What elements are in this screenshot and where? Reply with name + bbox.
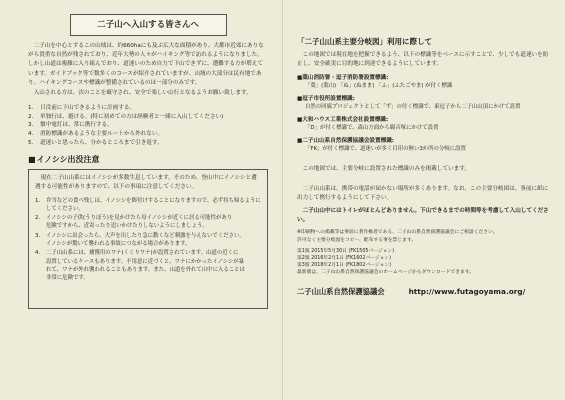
page-title: 二子山へ入山する皆さんへ	[70, 14, 227, 36]
copyright-notes: ※印刷物への掲載等は事前に著作権者である、二子山山系自然保護協議会にご相談ください。 許可なく主要分岐図をコピー、配布する事を禁じます。	[297, 230, 498, 243]
map-usage-title: 「二子山山系主要分岐図」利用に際して	[297, 37, 432, 46]
footer	[297, 287, 551, 297]
list-item: 1. 弁当などの食べ残しは、イノシシを餌付けすることになりますので、必ず持ち帰るようにしてください。	[35, 197, 261, 212]
rules-list	[28, 104, 268, 147]
boar-items-list	[35, 197, 261, 283]
sign-entry: ■大和ハウス工業株式会社設置標識: 「D」が付く標識で、森山方面から観音塚にかけて設置	[297, 117, 439, 132]
org-url-link[interactable]: http://www.futagoyama.org/	[408, 286, 526, 296]
version-history: 第1版 2015年5月30日 (FK1505バージョン) 第2版 2016年2月1日 (FK1602バージョン) 第3版 2018年2月1日 (FK1802バージョン) 最新版は、二子山山系自然保護協議会のホームページからダウンロードできます。	[297, 248, 475, 276]
intro-paragraph-2: 入山される方は、次のことを厳守され、安全で楽しい山行となるようお願い致します。	[33, 90, 252, 97]
sign-entry: ■逗子市役所設置標識: 自然の回廊プロジェクトとして「ず」の付く標識で、東逗子から二子山山頂にかけて設置	[297, 96, 521, 111]
boar-warning-heading: ■イノシシ出没注意	[28, 155, 100, 165]
toilet-note: 二子山山中にはトイレがほとんどありません。下山できるまでの時間等を考慮して入山してください。	[297, 208, 549, 224]
list-item: 2. 単独行は、避ける。(特に初めての方は経験者と一緒に入山してください)	[28, 113, 224, 120]
org-name: 二子山山系自然保護協議会	[297, 286, 385, 296]
list-item: 5. 道迷いと思ったら、分かるところまで引き返す。	[28, 139, 163, 146]
sign-entry: ■二子山山系自然保護協議会設置標識: 「FK」が付く標識で、道迷いが多く目印の無い3か所の分岐に設置	[297, 138, 466, 153]
map-usage-intro: この地図では現在地を把握できるよう、以下の標識等をベースに示すことで、少しでも道迷いを防止し、安全確実に目的地に到達できるようにしています。	[297, 52, 549, 68]
map-summary: この地図では、主要分岐に設置された標識のみを掲載しています。	[302, 166, 470, 173]
right-page	[283, 0, 565, 400]
list-item: 1. 日没前に下山できるように計画する。	[28, 105, 136, 112]
list-item: 2. イノシシの子供(うりぼう)を見かけたら母イノシシが近くに居る可能性があり 危険ですから、近寄ったり追いかけたりしないようにしましょう。	[35, 215, 233, 230]
list-item: 3. イノシシに出会ったら、大声を出したり急に動くなど刺激を与えないでください。 イノシシが驚いて襲われる事故につながる場合があります。	[35, 232, 245, 248]
list-item: 4. 消防標識があるような主要ルートから外れない。	[28, 131, 164, 137]
phone-note: 二子山山系は、携帯の電話が届かない場所が多くあります。なお、この主要分岐図は、事前に紙に出力して携行するようにして下さい。	[297, 185, 549, 201]
square-bullet-icon: ■	[28, 155, 36, 165]
intro-paragraph: 二子山を中心とするこの山域は、約660haにも及ぶ広大な面積があり、大都市近郊にありながら貴重な自然が残されており、近年大勢の人々がハイキング等で訪れるようになりました。しかし山道は複雑に入り組んでおり、道迷いのため自力で下山できずに、遭難する方が増えています。ガイドブック等で数多くのコースが紹介されていますが、山域の大部分は民有地であり、ハイキングコースや標識が整備されているのは一部分のみです。	[28, 43, 264, 86]
sign-entry: ■葉山消防署・逗子消防署設置標識: 「葉」(葉山) 「ぬ」(ぬまま) 「ふ」(ふたごやま) が付く標識	[297, 75, 453, 90]
list-item: 4. 二子山山系には、捕獲用のワナ(くくりワナ)が設置されています。山道の近くに 設置しているケースもあります。不用意に近づくと、ワナにかかったイノシシが暴 れて、ワナが外れ襲われることもあります。また、山道を外れて山中に入ることは 非常に危険です。	[35, 250, 245, 282]
left-page	[0, 0, 282, 400]
list-item: 3. 懐中電灯は、常に携行する。	[28, 122, 113, 129]
boar-warning-box	[28, 169, 268, 309]
boar-intro: 現在二子山山系にはイノシシが多数生息しています。そのため、登山中にイノシシと遭遇する可能性がありますので、以下の事項に注意してください。	[35, 175, 257, 191]
